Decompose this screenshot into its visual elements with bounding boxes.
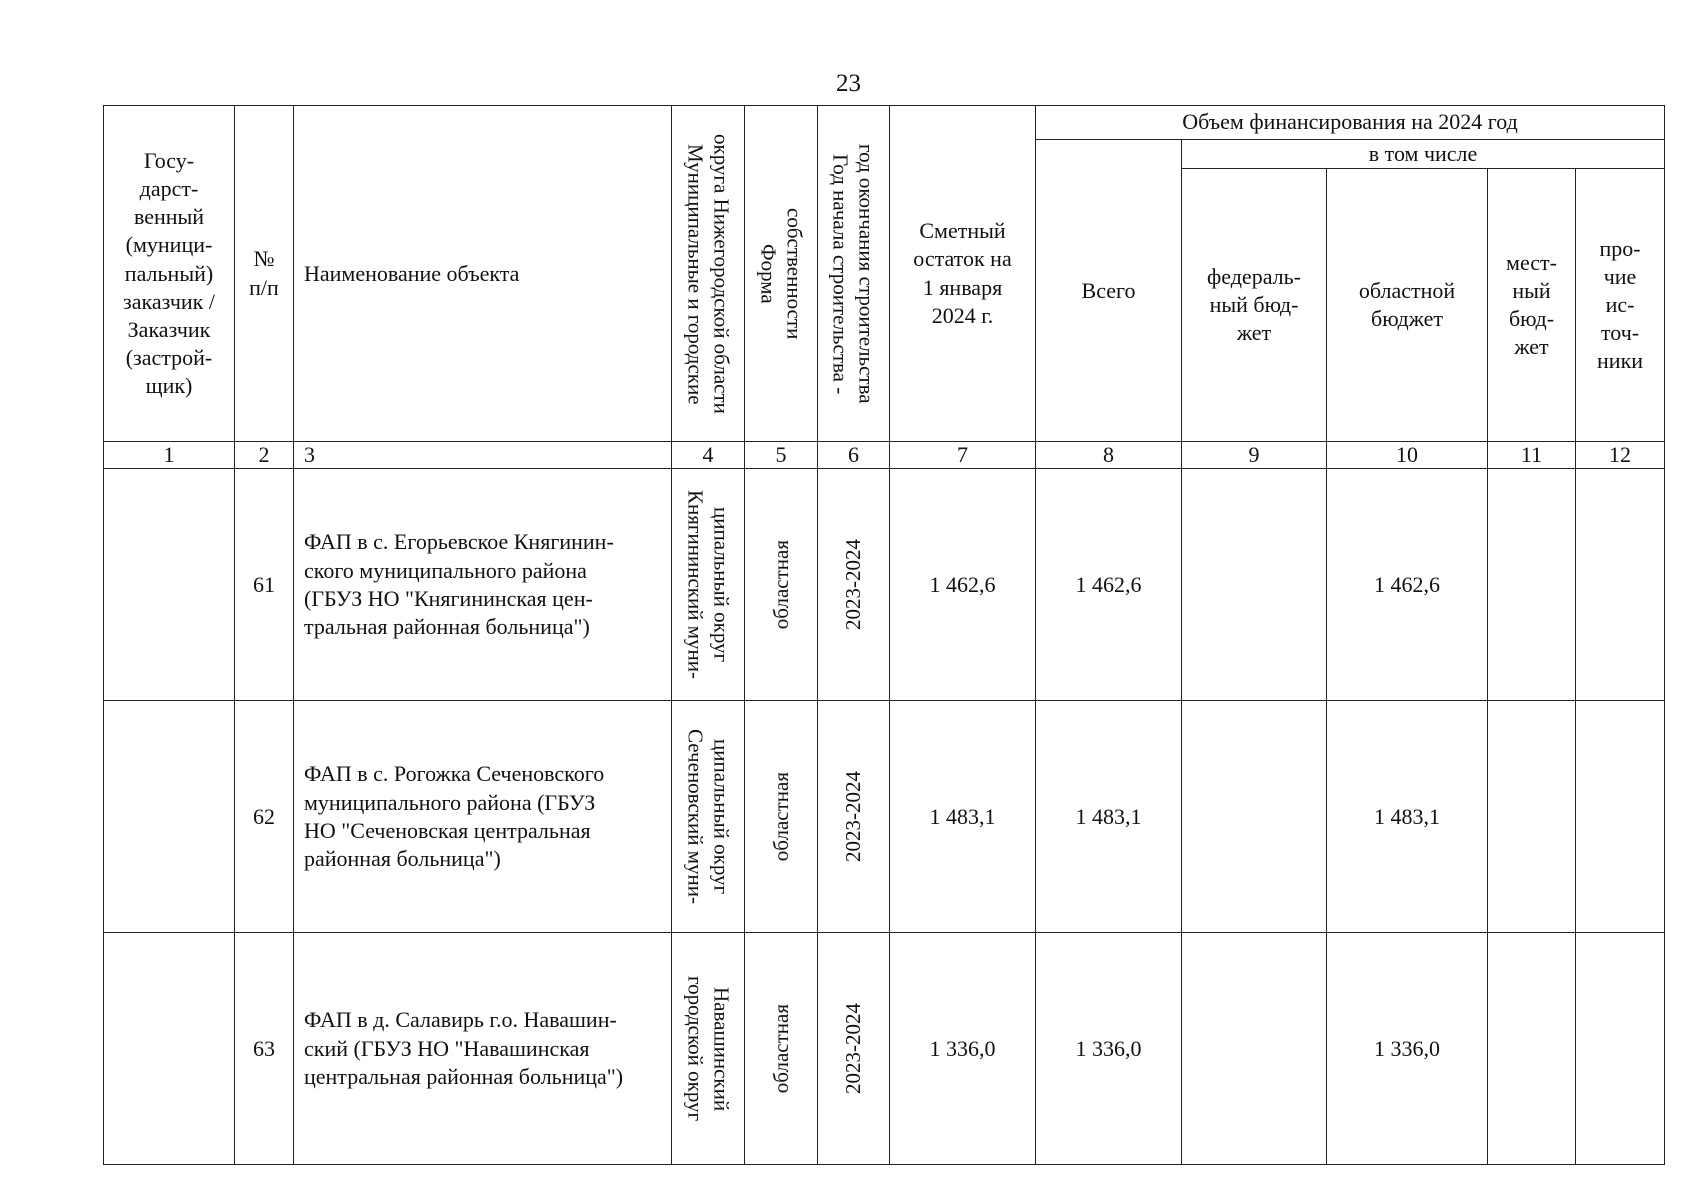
header-customer-l4: пальный) <box>124 260 214 286</box>
cell-local <box>1488 469 1576 701</box>
cell-ownership-text: областная <box>768 772 793 862</box>
header-local <box>1488 169 1576 442</box>
header-customer-l3: (муници- <box>125 232 213 258</box>
cell-local <box>1488 701 1576 933</box>
header-regional-l1: бюджет <box>1371 306 1443 332</box>
cell-municipality <box>672 469 745 701</box>
header-customer-l0: Госу- <box>143 147 195 173</box>
cell-other <box>1576 933 1665 1165</box>
cell-object <box>294 701 672 933</box>
header-local-l2: бюд- <box>1508 306 1555 332</box>
cell-customer <box>104 469 235 701</box>
cell-local <box>1488 933 1576 1165</box>
cell-municipality-line: Сеченовский муни- <box>683 729 707 905</box>
cell-total: 1 483,1 <box>1036 701 1182 933</box>
cell-regional: 1 462,6 <box>1327 469 1488 701</box>
column-number: 8 <box>1036 442 1182 469</box>
cell-ownership-text: областная <box>768 1004 793 1094</box>
cell-other <box>1576 469 1665 701</box>
header-num <box>235 106 294 442</box>
cell-object-line: ФАП в с. Рогожка Сеченовского <box>304 761 605 787</box>
cell-estimate: 1 336,0 <box>890 933 1036 1165</box>
cell-municipality-line: Княгининский муни- <box>683 490 707 680</box>
header-other-l4: ники <box>1597 348 1644 374</box>
header-estimate-l2: 1 января <box>922 274 1003 300</box>
cell-estimate: 1 483,1 <box>890 701 1036 933</box>
cell-ownership-text: областная <box>768 540 793 630</box>
column-number: 1 <box>104 442 235 469</box>
header-num-l0: № <box>253 246 275 272</box>
cell-object <box>294 469 672 701</box>
cell-years <box>818 469 890 701</box>
header-local-l1: ный <box>1512 278 1551 303</box>
cell-ownership <box>745 933 818 1165</box>
header-federal-l1: ный бюд- <box>1209 292 1299 318</box>
header-ownership-l1: собственности <box>782 207 807 340</box>
header-num-l1: п/п <box>249 274 279 300</box>
cell-object-line: районная больница") <box>304 845 501 871</box>
cell-total: 1 336,0 <box>1036 933 1182 1165</box>
header-municipality-l0: Муниципальные и городские <box>683 143 707 404</box>
cell-total: 1 462,6 <box>1036 469 1182 701</box>
header-row-1 <box>104 106 1665 140</box>
cell-municipality-line: ципальный округ <box>709 507 734 663</box>
cell-customer <box>104 933 235 1165</box>
cell-years-text: 2023-2024 <box>841 539 866 631</box>
header-regional-l0: областной <box>1358 278 1456 303</box>
cell-years <box>818 701 890 933</box>
header-other-l1: чие <box>1603 263 1637 289</box>
header-total: Всего <box>1036 140 1182 442</box>
cell-years <box>818 933 890 1165</box>
cell-federal <box>1182 469 1327 701</box>
header-customer-l1: дарст- <box>139 176 199 202</box>
header-estimate-l3: 2024 г. <box>931 302 994 328</box>
header-federal-l2: жет <box>1236 320 1272 346</box>
cell-object-line: ский (ГБУЗ НО "Навашинская <box>304 1035 590 1061</box>
header-federal-l0: федераль- <box>1207 263 1301 289</box>
header-object-name: Наименование объекта <box>294 106 672 442</box>
cell-object-line: ФАП в д. Салавирь г.о. Навашин- <box>304 1007 617 1033</box>
column-number: 10 <box>1327 442 1488 469</box>
cell-ownership <box>745 701 818 933</box>
header-customer-l6: Заказчик <box>127 316 211 342</box>
column-number: 3 <box>294 442 672 469</box>
column-number: 12 <box>1576 442 1665 469</box>
cell-num: 63 <box>235 933 294 1165</box>
financing-table <box>103 105 1665 1165</box>
cell-object-line: тральная районная больница") <box>304 613 590 639</box>
cell-years-text: 2023-2024 <box>841 771 866 863</box>
table-row <box>104 933 1665 1165</box>
column-number: 4 <box>672 442 745 469</box>
header-estimate <box>890 106 1036 442</box>
cell-municipality <box>672 701 745 933</box>
column-number-row <box>104 442 1665 469</box>
header-customer-l2: венный <box>133 204 205 230</box>
cell-object <box>294 933 672 1165</box>
header-years-l0: Год начала строительства - <box>828 153 853 394</box>
header-customer-l5: заказчик / <box>123 288 215 314</box>
cell-other <box>1576 701 1665 933</box>
cell-municipality <box>672 933 745 1165</box>
column-number: 9 <box>1182 442 1327 469</box>
cell-federal <box>1182 701 1327 933</box>
cell-object-line: ского муниципального района <box>304 557 587 583</box>
cell-object-line: ФАП в с. Егорьевское Княгинин- <box>304 529 614 555</box>
header-years-l1: год окончания строительства <box>854 143 879 404</box>
header-estimate-l1: остаток на <box>913 246 1012 272</box>
header-other <box>1576 169 1665 442</box>
header-funding-title: Объем финансирования на 2024 год <box>1036 106 1665 140</box>
table-row <box>104 469 1665 701</box>
header-estimate-l0: Сметный <box>919 218 1006 244</box>
cell-federal <box>1182 933 1327 1165</box>
cell-municipality-line: городской округ <box>683 976 707 1122</box>
header-municipality <box>672 106 745 442</box>
header-other-l2: ис- <box>1605 292 1635 318</box>
header-including: в том числе <box>1182 140 1665 169</box>
cell-object-line: муниципального района (ГБУЗ <box>304 789 596 815</box>
header-federal <box>1182 169 1327 442</box>
cell-regional: 1 336,0 <box>1327 933 1488 1165</box>
cell-years-text: 2023-2024 <box>841 1003 866 1095</box>
header-local-l0: мест- <box>1506 249 1557 275</box>
header-municipality-l1: округа Нижегородской области <box>709 133 734 414</box>
header-regional <box>1327 169 1488 442</box>
column-number: 7 <box>890 442 1036 469</box>
cell-object-line: центральная районная больница") <box>304 1063 624 1089</box>
cell-municipality-line: Навашинский <box>709 986 734 1111</box>
header-ownership <box>745 106 818 442</box>
column-number: 2 <box>235 442 294 469</box>
header-ownership-l0: Форма <box>756 243 780 304</box>
cell-num: 61 <box>235 469 294 701</box>
header-customer-l7: (застрой- <box>125 344 213 370</box>
cell-customer <box>104 701 235 933</box>
header-other-l3: точ- <box>1600 320 1640 346</box>
cell-ownership <box>745 469 818 701</box>
column-number: 6 <box>818 442 890 469</box>
header-local-l3: жет <box>1514 334 1549 360</box>
cell-object-line: НО "Сеченовская центральная <box>304 817 591 843</box>
column-number: 11 <box>1488 442 1576 469</box>
header-customer <box>104 106 235 442</box>
header-other-l0: про- <box>1599 235 1641 261</box>
cell-num: 62 <box>235 701 294 933</box>
cell-municipality-line: ципальный округ <box>709 739 734 895</box>
table-row <box>104 701 1665 933</box>
cell-estimate: 1 462,6 <box>890 469 1036 701</box>
cell-object-line: (ГБУЗ НО "Княгининская цен- <box>304 585 593 611</box>
header-years <box>818 106 890 442</box>
header-customer-l8: щик) <box>145 373 193 399</box>
column-number: 5 <box>745 442 818 469</box>
page-number: 23 <box>836 70 861 97</box>
cell-regional: 1 483,1 <box>1327 701 1488 933</box>
